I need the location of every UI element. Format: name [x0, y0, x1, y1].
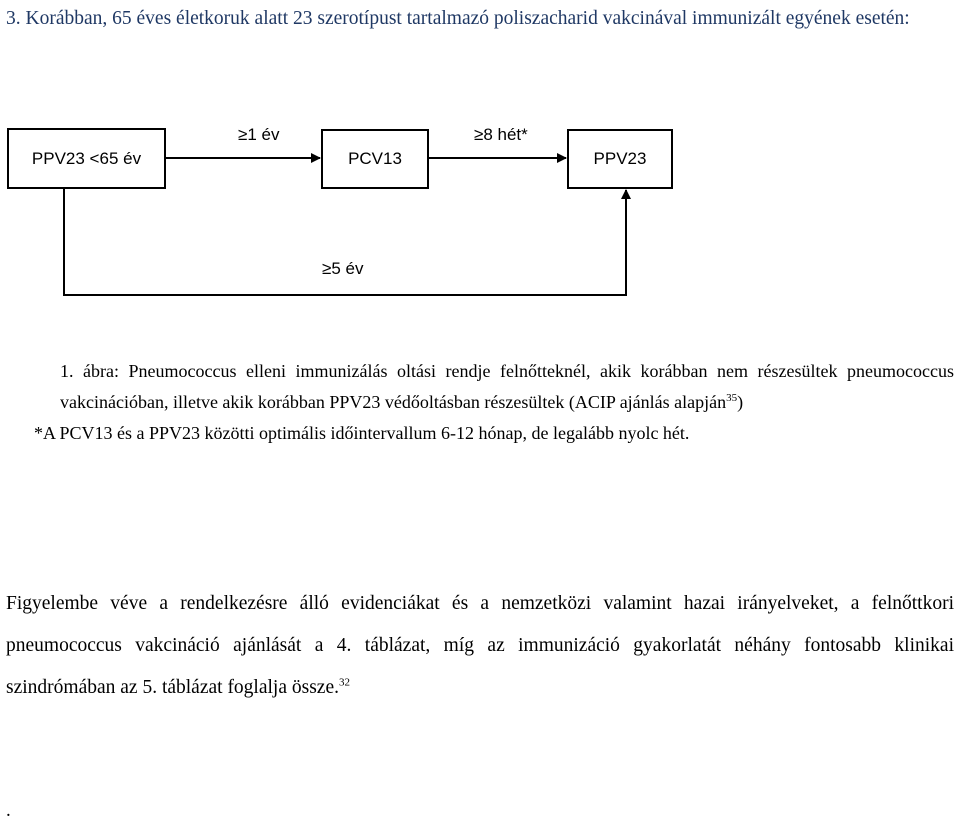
- caption-paragraph: [34, 356, 954, 418]
- section-heading: 3. Korábban, 65 éves életkoruk alatt 23 szerotípust tartalmazó poliszacharid vakcinával immunizált egyének esetén:: [6, 8, 910, 29]
- figure-label: 1. ábra:: [60, 361, 119, 381]
- figure-caption: [34, 356, 954, 449]
- body-paragraph: [6, 583, 954, 709]
- body-text: Figyelembe véve a rendelkezésre álló evidenciákat és a nemzetközi valamint hazai irányelveket, a felnőttkori pneumococcus vakcináció ajánlását a 4. táblázat, míg az immunizáció gyakorlatát néhány fontosabb klinikai szindrómában az 5. táblázat foglalja össze.: [6, 593, 954, 698]
- interval-start-to-end: ≥5 év: [322, 259, 364, 278]
- trailing-dot: .: [6, 800, 11, 821]
- caption-text: Pneumococcus elleni immunizálás oltási rendje felnőtteknél, akik korábban nem részesültek pneumococcus vakcinációban, illetve akik korábban PPV23 védőoltásban részesültek (ACIP ajánlás alapján: [60, 361, 954, 412]
- interval-start-to-middle: ≥1 év: [238, 125, 280, 144]
- interval-middle-to-end: ≥8 hét*: [474, 125, 528, 144]
- caption-reference: 35: [726, 392, 738, 404]
- node-ppv23-start: PPV23 <65 év: [7, 128, 166, 189]
- vaccination-schedule-diagram: [0, 110, 960, 310]
- node-pcv13: PCV13: [321, 129, 429, 189]
- body-reference: 32: [339, 676, 350, 689]
- connector-start-to-end: [64, 189, 626, 295]
- caption-text-end: ): [737, 392, 744, 412]
- node-ppv23-end: PPV23: [567, 129, 673, 189]
- caption-footnote: *A PCV13 és a PPV23 közötti optimális időintervallum 6-12 hónap, de legalább nyolc hét.: [34, 423, 690, 443]
